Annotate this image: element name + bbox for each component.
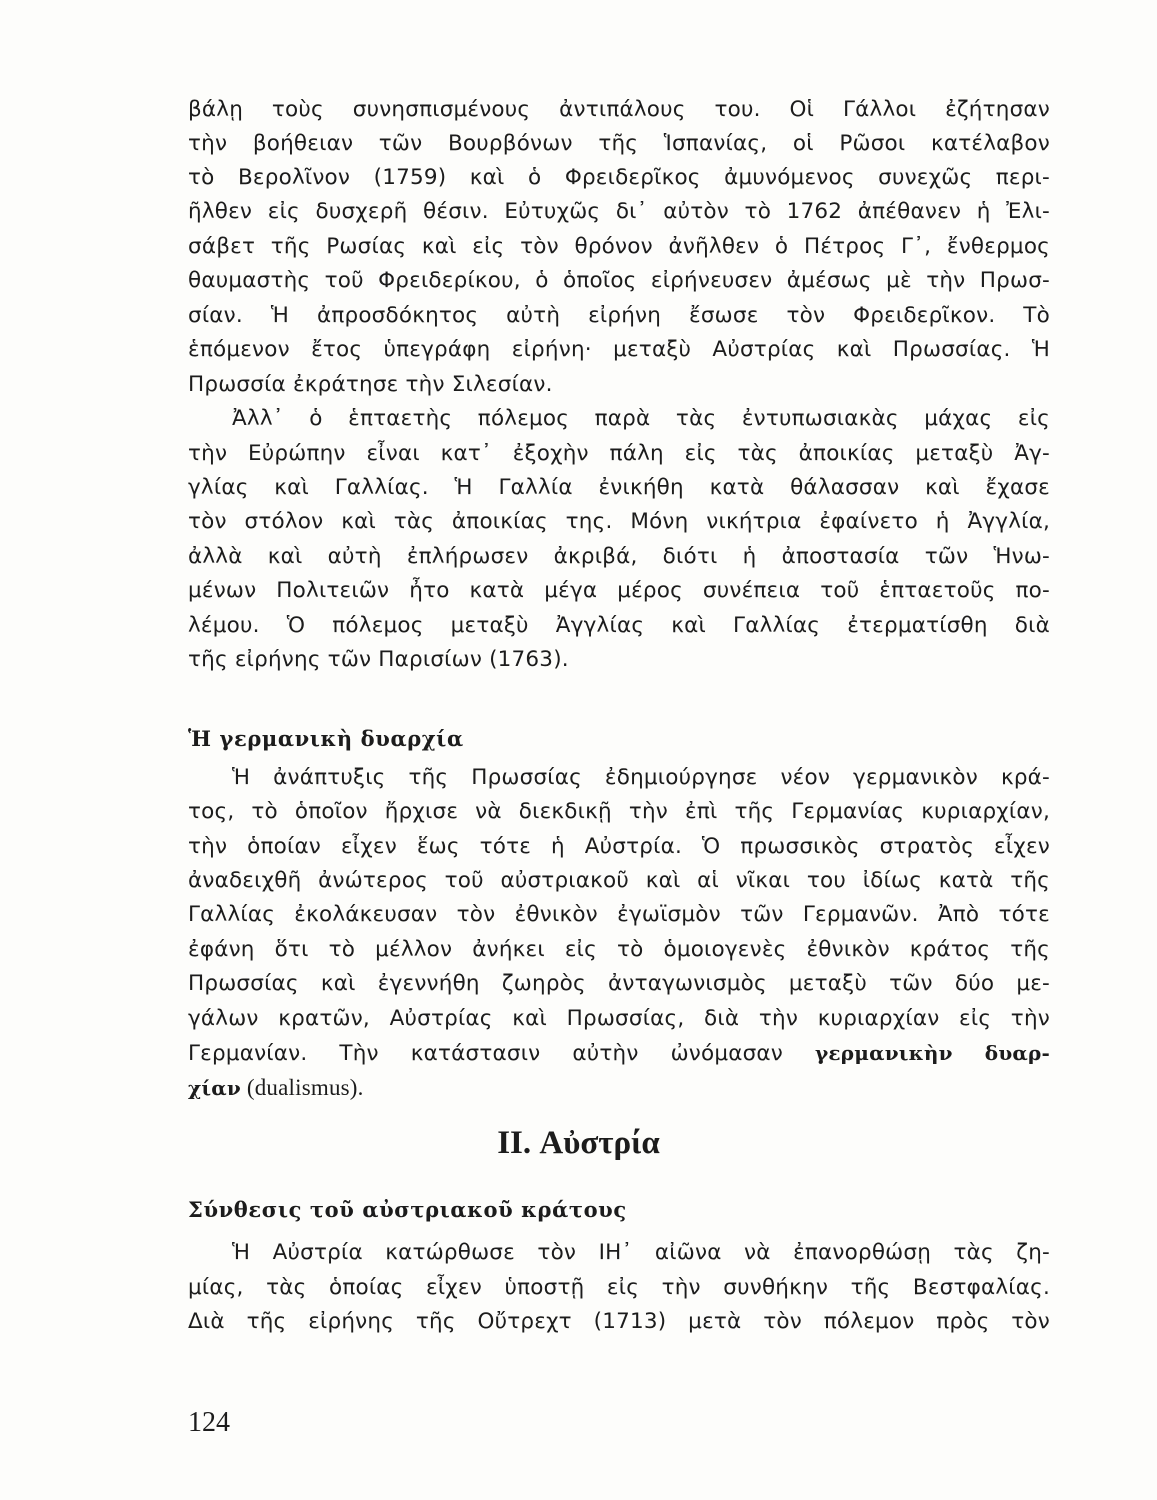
text-line: Διὰ τῆς εἰρήνης τῆς Οὔτρεχτ (1713) μετὰ τὸν πόλεμον πρὸς τὸν: [188, 1309, 1050, 1334]
text-line: ἀλλὰ καὶ αὐτὴ ἐπλήρωσεν ἀκριβά, διότι ἡ ἀποστασία τῶν Ἡνω-: [188, 544, 1050, 569]
text-fragment: Γερμανίαν. Τὴν κατάστασιν αὐτὴν ὠνόμασαν: [188, 1041, 815, 1066]
text-line: Ἀλλ᾽ ὁ ἑπταετὴς πόλεμος παρὰ τὰς ἐντυπωσιακὰς μάχας εἰς: [232, 406, 1050, 431]
latin-term: (dualismus).: [240, 1075, 364, 1100]
text-line: [188, 1038, 1050, 1069]
text-line: τος, τὸ ὁποῖον ἤρχισε νὰ διεκδικῇ τὴν ἐπὶ τῆς Γερμανίας κυριαρχίαν,: [188, 799, 1050, 824]
text-line: Πρωσσία ἐκράτησε τὴν Σιλεσίαν.: [188, 372, 553, 397]
text-line: θαυμαστὴς τοῦ Φρειδερίκου, ὁ ὁποῖος εἰρήνευσεν ἀμέσως μὲ τὴν Πρωσ-: [188, 268, 1050, 293]
bold-term: χίαν: [188, 1076, 241, 1100]
text-line: λέμου. Ὁ πόλεμος μεταξὺ Ἀγγλίας καὶ Γαλλίας ἐτερματίσθη διὰ: [188, 613, 1050, 638]
text-line: ῆλθεν εἰς δυσχερῆ θέσιν. Εὐτυχῶς δι᾽ αὐτὸν τὸ 1762 ἀπέθανεν ἡ Ἐλι-: [188, 199, 1050, 224]
text-line: γλίας καὶ Γαλλίας. Ἡ Γαλλία ἐνικήθη κατὰ θάλασσαν καὶ ἔχασε: [188, 475, 1050, 500]
section-heading: Σύνθεσις τοῦ αὐστριακοῦ κράτους: [188, 1197, 627, 1222]
text-line: τὴν ὁποίαν εἶχεν ἕως τότε ἡ Αὐστρία. Ὁ πρωσσικὸς στρατὸς εἶχεν: [188, 834, 1050, 859]
text-line: μίας, τὰς ὁποίας εἶχεν ὑποστῇ εἰς τὴν συνθήκην τῆς Βεστφαλίας.: [188, 1275, 1050, 1300]
text-line: Ἡ ἀνάπτυξις τῆς Πρωσσίας ἐδημιούργησε νέον γερμανικὸν κρά-: [232, 765, 1050, 790]
text-line: ἑπόμενον ἔτος ὑπεγράφη εἰρήνη· μεταξὺ Αὐστρίας καὶ Πρωσσίας. Ἡ: [188, 337, 1050, 362]
text-line: σίαν. Ἡ ἀπροσδόκητος αὐτὴ εἰρήνη ἔσωσε τὸν Φρειδερῖκον. Τὸ: [188, 303, 1050, 328]
text-line: Πρωσσίας καὶ ἐγεννήθη ζωηρὸς ἀνταγωνισμὸς μεταξὺ τῶν δύο με-: [188, 971, 1050, 996]
chapter-title: II. Αὐστρία: [497, 1125, 660, 1161]
text-line: [188, 1073, 1050, 1104]
text-line: τὸν στόλον καὶ τὰς ἀποικίας της. Μόνη νικήτρια ἐφαίνετο ἡ Ἀγγλία,: [188, 509, 1050, 534]
text-line: βάλῃ τοὺς συνησπισμένους ἀντιπάλους του. Οἱ Γάλλοι ἐζήτησαν: [188, 97, 1050, 122]
text-line: τὸ Βερολῖνον (1759) καὶ ὁ Φρειδερῖκος ἀμυνόμενος συνεχῶς περι-: [188, 165, 1050, 190]
page-number: 124: [188, 1407, 230, 1438]
text-line: ἐφάνη ὅτι τὸ μέλλον ἀνήκει εἰς τὸ ὁμοιογενὲς ἐθνικὸν κράτος τῆς: [188, 937, 1050, 962]
text-line: Ἡ Αὐστρία κατώρθωσε τὸν ΙΗ᾽ αἰῶνα νὰ ἐπανορθώσῃ τὰς ζη-: [232, 1240, 1050, 1265]
text-line: Γαλλίας ἐκολάκευσαν τὸν ἐθνικὸν ἐγωϊσμὸν τῶν Γερμανῶν. Ἀπὸ τότε: [188, 902, 1050, 927]
bold-term: γερμανικὴν δυαρ-: [815, 1041, 1050, 1065]
text-line: μένων Πολιτειῶν ἦτο κατὰ μέγα μέρος συνέπεια τοῦ ἑπταετοῦς πο-: [188, 578, 1050, 603]
text-line: σάβετ τῆς Ρωσίας καὶ εἰς τὸν θρόνον ἀνῆλθεν ὁ Πέτρος Γ᾽, ἔνθερμος: [188, 234, 1050, 259]
text-line: γάλων κρατῶν, Αὐστρίας καὶ Πρωσσίας, διὰ τὴν κυριαρχίαν εἰς τὴν: [188, 1006, 1050, 1031]
text-line: ἀναδειχθῆ ἀνώτερος τοῦ αὐστριακοῦ καὶ αἱ νῖκαι του ἰδίως κατὰ τῆς: [188, 868, 1050, 893]
text-line: τὴν Εὐρώπην εἶναι κατ᾽ ἐξοχὴν πάλη εἰς τὰς ἀποικίας μεταξὺ Ἀγ-: [188, 441, 1050, 466]
section-heading: Ἡ γερμανικὴ δυαρχία: [188, 726, 464, 751]
text-line: τῆς εἰρήνης τῶν Παρισίων (1763).: [188, 647, 569, 672]
text-line: τὴν βοήθειαν τῶν Βουρβόνων τῆς Ἱσπανίας, οἱ Ρῶσοι κατέλαβον: [188, 131, 1050, 156]
